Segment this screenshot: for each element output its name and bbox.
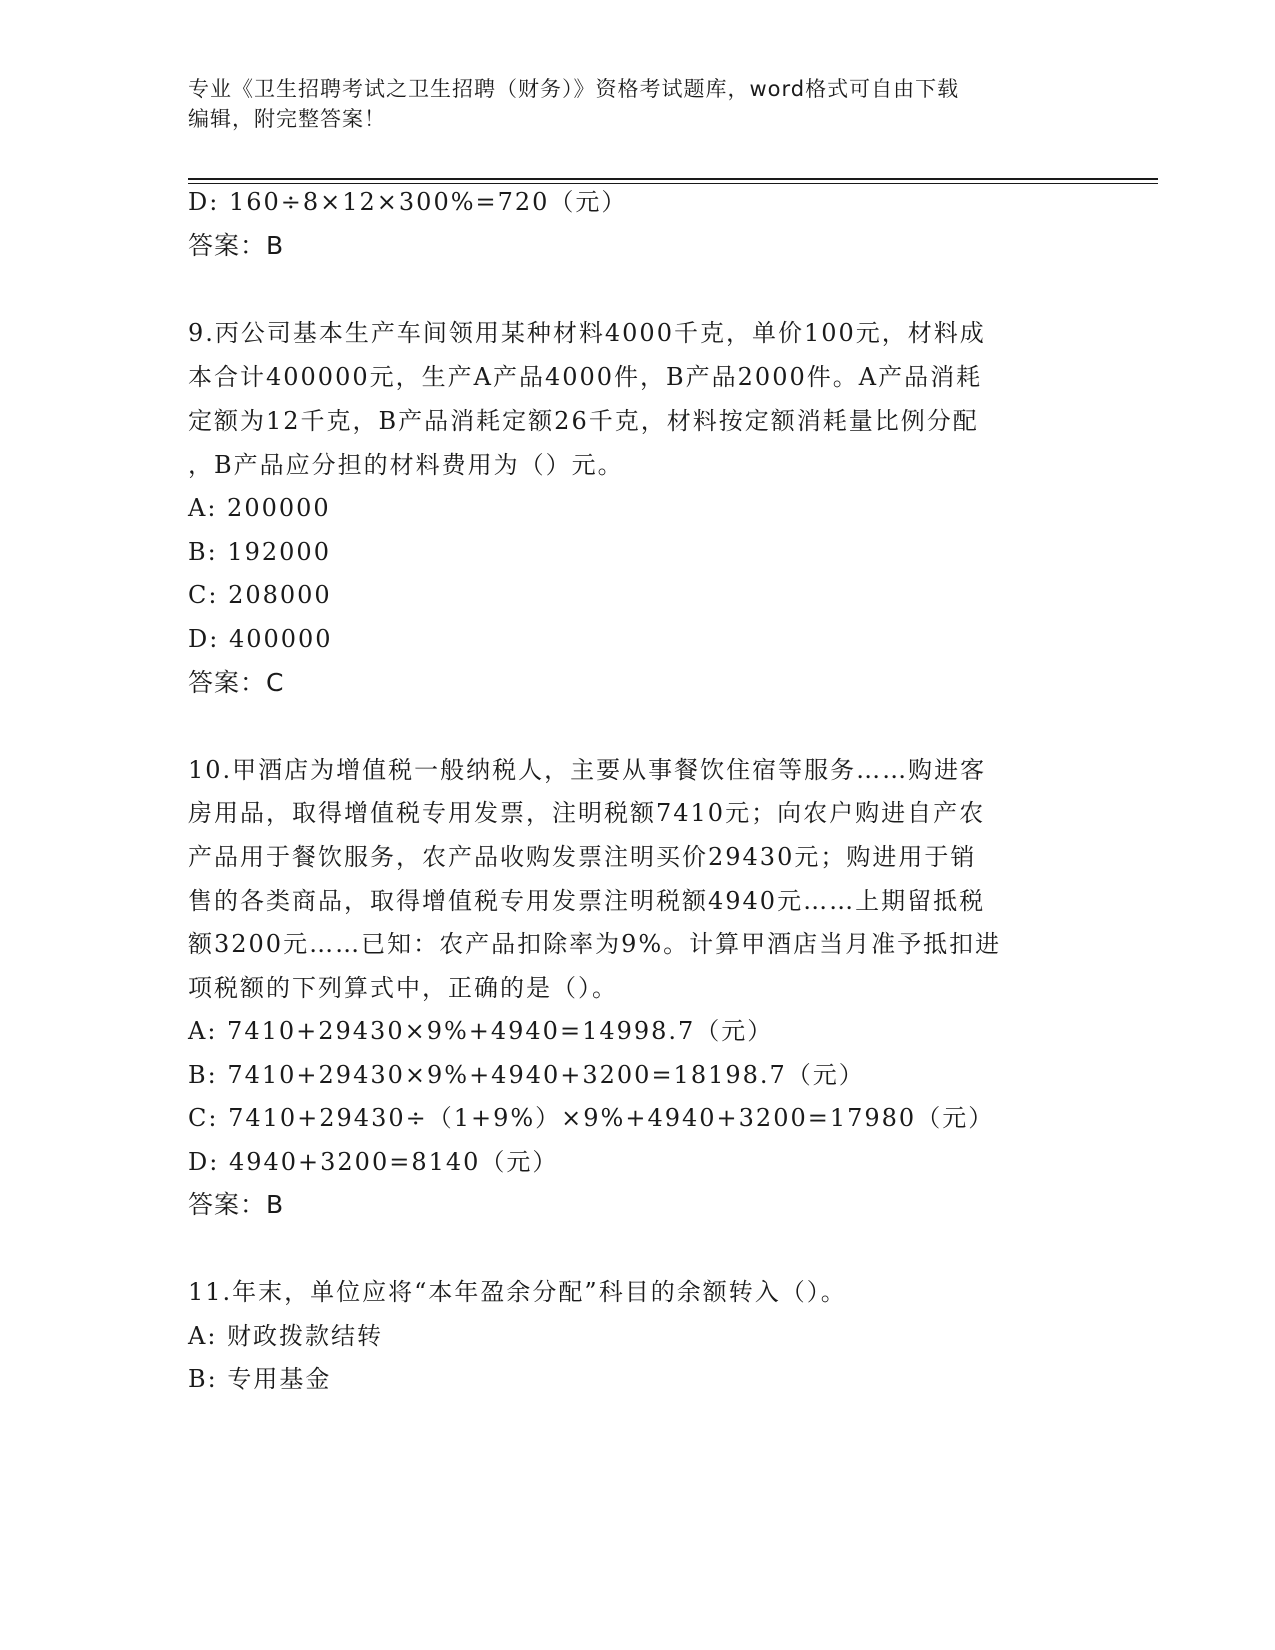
- header-line-1: 专业《卫生招聘考试之卫生招聘（财务）》资格考试题库，word格式可自由下载: [188, 77, 960, 101]
- q9-stem-line-2: 本合计400000元，生产A产品4000件，B产品2000件。A产品消耗: [188, 363, 983, 391]
- q10-option-b: B: 7410+29430×9%+4940+3200=18198.7（元）: [188, 1061, 865, 1089]
- q9-stem-line-1: 9.丙公司基本生产车间领用某种材料4000千克，单价100元，材料成: [188, 319, 986, 347]
- q10-option-d: D: 4940+3200=8140（元）: [188, 1148, 559, 1176]
- q11-option-b: B: 专用基金: [188, 1365, 332, 1393]
- q10-stem-line-3: 产品用于餐饮服务，农产品收购发票注明买价29430元；购进用于销: [188, 843, 977, 871]
- q9-stem-line-4: ，B产品应分担的材料费用为（）元。: [188, 451, 624, 479]
- q9-stem-line-3: 定额为12千克，B产品消耗定额26千克，材料按定额消耗量比例分配: [188, 407, 979, 435]
- q9-option-d: D: 400000: [188, 625, 333, 653]
- q10-stem-line-4: 售的各类商品，取得增值税专用发票注明税额4940元……上期留抵税: [188, 887, 986, 915]
- q10-stem-line-1: 10.甲酒店为增值税一般纳税人，主要从事餐饮住宿等服务……购进客: [188, 756, 987, 784]
- q11-stem-line-1: 11.年末，单位应将“本年盈余分配”科目的余额转入（）。: [188, 1278, 847, 1306]
- q9-option-b: B: 192000: [188, 538, 331, 566]
- header-line-2: 编辑，附完整答案！: [188, 107, 386, 131]
- q10-stem-line-5: 额3200元……已知：农产品扣除率为9%。计算甲酒店当月准予抵扣进: [188, 930, 1002, 958]
- q9-option-c: C: 208000: [188, 581, 332, 609]
- q10-answer: 答案：B: [188, 1190, 285, 1219]
- q10-stem-line-6: 项税额的下列算式中，正确的是（）。: [188, 974, 618, 1002]
- q11-option-a: A: 财政拨款结转: [188, 1322, 384, 1350]
- q10-option-c: C: 7410+29430÷（1+9%）×9%+4940+3200=17980（元）: [188, 1104, 995, 1132]
- q8-option-d: D: 160÷8×12×300%=720（元）: [188, 188, 628, 216]
- q8-answer: 答案：B: [188, 231, 285, 260]
- q10-stem-line-2: 房用品，取得增值税专用发票，注明税额7410元；向农户购进自产农: [188, 799, 986, 827]
- page-header: [188, 74, 1088, 134]
- q10-option-a: A: 7410+29430×9%+4940=14998.7（元）: [188, 1017, 774, 1045]
- q9-option-a: A: 200000: [188, 494, 331, 522]
- header-divider-thin: [188, 183, 1158, 184]
- q9-answer: 答案：C: [188, 668, 285, 697]
- header-divider-thick: [188, 178, 1158, 180]
